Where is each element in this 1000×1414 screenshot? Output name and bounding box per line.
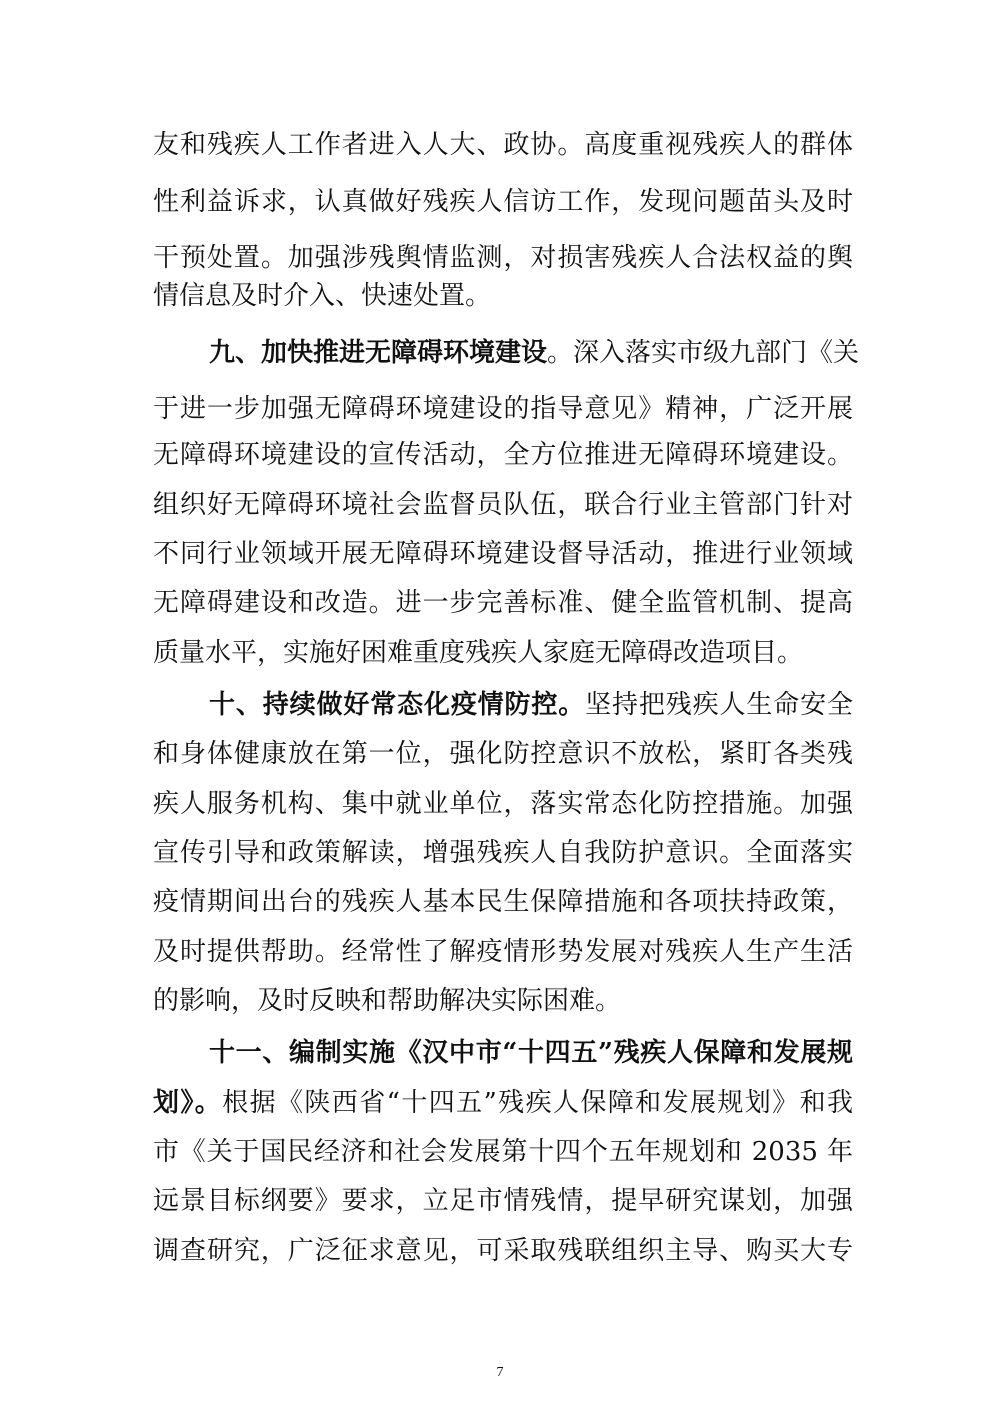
- paragraph-line: 干预处置。加强涉残舆情监测，对损害残疾人合法权益的舆: [153, 243, 853, 273]
- paragraph-line: 宣传引导和政策解读，增强残疾人自我防护意识。全面落实: [153, 838, 853, 868]
- paragraph-line: 及时提供帮助。经常性了解疫情形势发展对残疾人生产生活: [153, 937, 853, 967]
- section-heading: 划》。: [153, 1088, 223, 1118]
- section-11-heading-line: 十一、编制实施《汉中市“十四五”残疾人保障和发展规: [209, 1038, 853, 1068]
- paragraph-line: 性利益诉求，认真做好残疾人信访工作，发现问题苗头及时: [153, 187, 853, 217]
- paragraph-line: 友和残疾人工作者进入人大、政协。高度重视残疾人的群体: [153, 130, 853, 160]
- paragraph-line: 无障碍环境建设的宣传活动，全方位推进无障碍环境建设。: [153, 440, 853, 470]
- paragraph-text: 坚持把残疾人生命安全: [585, 690, 853, 720]
- section-heading: 九、加快推进无障碍环境建设: [209, 338, 548, 368]
- section-9-first-line: [209, 335, 860, 371]
- paragraph-line: 远景目标纲要》要求，立足市情残情，提早研究谋划，加强: [153, 1186, 853, 1216]
- paragraph-line: 和身体健康放在第一位，强化防控意识不放松，紧盯各类残: [153, 739, 853, 769]
- paragraph-line: 于进一步加强无障碍环境建设的指导意见》精神，广泛开展: [153, 394, 853, 424]
- paragraph-line: 不同行业领域开展无障碍环境建设督导活动，推进行业领域: [153, 539, 853, 569]
- page-number: 7: [496, 1365, 504, 1380]
- paragraph-line: 无障碍建设和改造。进一步完善标准、健全监管机制、提高: [153, 588, 853, 618]
- section-10-first-line: [209, 687, 853, 723]
- paragraph-line: 市《关于国民经济和社会发展第十四个五年规划和 2035 年: [153, 1137, 853, 1167]
- paragraph-text: 根据《陕西省“十四五”残疾人保障和发展规划》和我: [222, 1088, 853, 1118]
- paragraph-line: 的影响，及时反映和帮助解决实际困难。: [153, 986, 622, 1016]
- paragraph-line: 调查研究，广泛征求意见，可采取残联组织主导、购买大专: [153, 1236, 853, 1266]
- paragraph-line: 情信息及时介入、快速处置。: [153, 281, 492, 311]
- paragraph-line: 质量水平，实施好困难重度残疾人家庭无障碍改造项目。: [153, 638, 804, 668]
- paragraph-line: 组织好无障碍环境社会监督员队伍，联合行业主管部门针对: [153, 490, 853, 520]
- section-heading: 十、持续做好常态化疫情防控。: [209, 690, 586, 720]
- paragraph-line: 疫情期间出台的残疾人基本民生保障措施和各项扶持政策，: [153, 887, 853, 917]
- section-11-second-line: [153, 1085, 853, 1121]
- paragraph-line: 疾人服务机构、集中就业单位，落实常态化防控措施。加强: [153, 789, 853, 819]
- paragraph-text: 。深入落实市级九部门《关: [547, 338, 860, 368]
